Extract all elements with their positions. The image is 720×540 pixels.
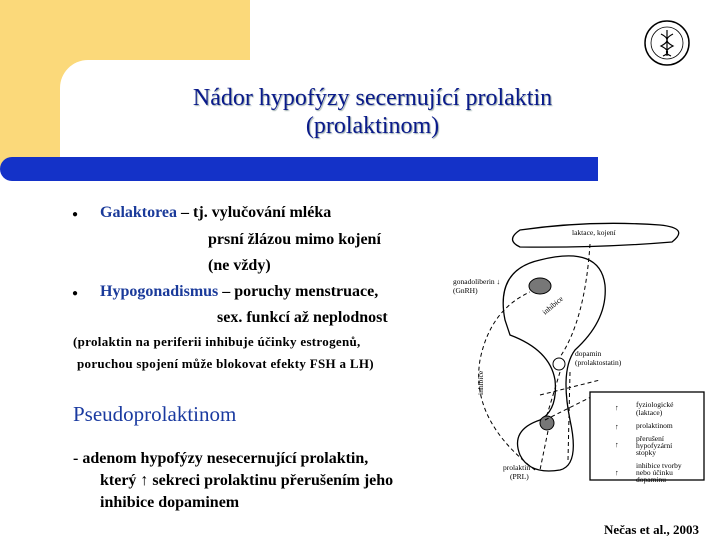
citation: Nečas et al., 2003 (604, 522, 699, 537)
svg-text:fyziologické: fyziologické (636, 400, 674, 409)
svg-text:nebo účinku: nebo účinku (636, 468, 673, 477)
text: prsní žlázou mimo kojení (208, 231, 381, 248)
title-line: (prolaktinom) (305, 113, 440, 139)
svg-text:↑: ↑ (615, 403, 619, 412)
svg-text:(laktace): (laktace) (636, 408, 663, 417)
svg-text:dopaminu: dopaminu (636, 475, 666, 484)
text: (ne vždy) (208, 257, 271, 274)
bullet-1 (100, 204, 331, 222)
label: (PRL) (510, 472, 529, 481)
svg-text:↑: ↑ (615, 422, 619, 431)
bullet-icon: ● (72, 209, 79, 220)
text: inhibice dopaminem (100, 494, 240, 511)
label: (prolaktostatin) (575, 358, 622, 367)
svg-text:stopky: stopky (636, 448, 657, 457)
title-bar (0, 157, 598, 181)
text: který ↑ sekreci prolaktinu přerušením jeho (100, 472, 394, 489)
label: dopamin (575, 349, 602, 358)
note: (prolaktin na periferii inhibuje účinky estrogenů, (73, 334, 361, 349)
prolactin-regulation-diagram (450, 210, 720, 510)
bullet-icon: ● (72, 288, 79, 299)
text: - adenom hypofýzy nesecernující prolaktin, (73, 450, 369, 467)
term: Galaktorea (100, 204, 178, 221)
label: prolaktin (503, 463, 531, 472)
title-line: Nádor hypofýzy secernující prolaktin (192, 85, 553, 111)
label: gonadoliberin ↓ (453, 277, 501, 286)
text: – poruchy menstruace, (218, 283, 379, 300)
svg-text:prolaktinom: prolaktinom (636, 421, 673, 430)
svg-text:přerušení: přerušení (636, 434, 664, 443)
svg-text:↑: ↑ (615, 440, 619, 449)
text: sex. funkcí až neplodnost (217, 309, 388, 326)
bullet-2 (100, 283, 378, 301)
page-title (100, 84, 645, 140)
university-seal-icon (642, 16, 692, 71)
svg-text:inhibice tvorby: inhibice tvorby (636, 461, 682, 470)
note: poruchou spojení může blokovat efekty FSH a LH) (77, 356, 374, 371)
label: inhibice (540, 294, 565, 317)
text: – tj. vylučování mléka (177, 204, 332, 221)
svg-text:hypofyzární: hypofyzární (636, 441, 673, 450)
term: Hypogonadismus (100, 283, 219, 300)
label: (GnRH) (453, 286, 478, 295)
section-heading: Pseudoprolaktinom (73, 402, 237, 426)
svg-text:↑: ↑ (615, 468, 619, 477)
label: laktace, kojení (572, 228, 616, 237)
label: inhibice (476, 370, 485, 395)
